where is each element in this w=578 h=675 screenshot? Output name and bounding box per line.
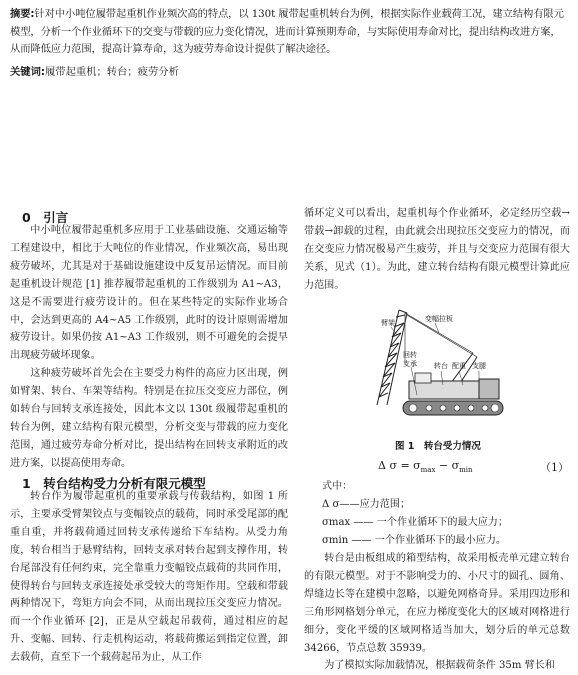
- paragraph: 为了模拟实际加载情况，根据载荷条件 35m 臂长和: [324, 660, 555, 672]
- abstract-label: 摘要:: [10, 8, 35, 20]
- definition-delta-sigma: Δ σ——应力范围；: [322, 499, 411, 510]
- label-bearing: 支承: [403, 360, 417, 368]
- keywords-text: 履带起重机；转台；疲劳分析: [45, 66, 179, 78]
- paragraph: 中小吨位履带起重机多应用于工业基础设施、交通运输等工程建设中，相比于大吨位的作业情况，作业频次高，易出现疲劳破坏，尤其是对于基础设施建设中反复吊运情况。而目前起重机设计规范 [1] 推荐履带起重机的工作级别为 A1~A3，这是不需要进行疲劳设计的。但在某些特定的实际作业场合中，会达到更高的 A4~A5 工作级别，此时的设计原则需增加疲劳设计。如果仍按 A1~A3 工作级别，则不可避免的会提早出现疲劳破坏现象。: [10, 225, 288, 362]
- label-turntable: 转台: [434, 362, 448, 370]
- formula-text: Δ $\sigma = \sigma_{max} - \sigma_{min}$: [378, 459, 473, 475]
- paragraph: 循环定义可以看出，起重机每个作业循环，必定经历空载→带载→卸载的过程，由此就会出现拉压交变应力的情况，而在交变应力情况极易产生疲劳，并且与交变应力范围有很大关系，见式（1）。为此，建立转台结构有限元模型计算此应力范围。: [304, 208, 570, 291]
- label-counterweight: 配重: [452, 362, 466, 370]
- keywords-label: 关键词:: [10, 66, 46, 78]
- label-slewing: 回转: [403, 351, 417, 359]
- counterweight-shape: [479, 379, 499, 399]
- definition-sigma-max: σmax —— 一个作业循环下的最大应力；: [322, 517, 508, 528]
- paragraph: 这种疲劳破坏首先会在主要受力构件的高应力区出现，例如臂架、转台、车架等结构。特别是在拉压交变应力部位，例如转台与回转支承连接处，因此本文以 130t 级履带起重机的转台为例，建立结构有限元模型，分析交变与带载的应力变化范围，通过疲劳寿命分析对比，提出结构在回转支承附近的改进方案，以提高使用寿命。: [10, 368, 288, 469]
- formula: [378, 459, 473, 474]
- figure-crane: [355, 305, 525, 430]
- keywords: [10, 63, 179, 78]
- right-column-top: [304, 205, 570, 295]
- label-outrigger: 支腿: [472, 362, 486, 370]
- paragraph: 转台作为履带起重机的重要承载与传载结构，如图 1 所示，主要承受臂架铰点与变幅铰点的载荷，同时承受尾部的配重自重，并将载荷通过回转支承传递给下车结构。从受力角度，转台相当于悬臂结构，回转支承对转台起到支撑作用，转台尾部没有任何约束，完全靠重力变幅铰点载荷的共同作用，使得转台与回转支承连接处承受较大的弯矩作用。空载和带载两种情况下，弯矩方向会不同，从而出现拉压交变应力情况。而一个作业循环 [2]，正是从空载起吊载荷，通过相应的起升、变幅、回转、行走机构运动，将载荷搬运到指定位置，卸去载荷，直至下一个载荷起吊为止，从工作: [10, 491, 288, 664]
- abstract: [10, 6, 570, 59]
- paragraph: 转台是由板组成的箱型结构，故采用板壳单元建立转台的有限元模型。对于不影响受力的、小尺寸的圆孔、圆角、焊缝边长等在建模中忽略，以避免网格奇异。采用四边形和三角形网格划分单元，在应力梯度变化大的区域对网格进行细分，变化平缓的区域网格适当加大，划分后的单元总数 34266，节点总数 35939。: [304, 553, 570, 654]
- turntable-shape: [409, 381, 479, 399]
- section-title-intro: 0 引言: [22, 210, 69, 225]
- figure-caption: 图 1 转台受力情况: [395, 441, 481, 452]
- abstract-text: 针对中小吨位履带起重机作业频次高的特点，以 130t 履带起重机转台为例，根据实际作业载荷工况，建立结构有限元模型，分析一个作业循环下的交变与带载的应力变化情况，进而计算预期寿命，与实际使用寿命对比，提出结构改进方案，从而降低应力范围，提高计算寿命，这为疲劳寿命设计提供了解决途径。: [10, 8, 564, 55]
- right-column-bottom: [304, 550, 570, 675]
- formula-lead: 式中：: [322, 481, 353, 492]
- definition-sigma-min: σmin —— 一个作业循环下的最小应力。: [322, 535, 507, 546]
- section-title-1: 1 转台结构受力分析有限元模型: [22, 476, 206, 491]
- formula-number: （1）: [540, 461, 569, 474]
- crane-illustration: [355, 305, 525, 430]
- label-stay-plate: 变幅拉板: [425, 315, 453, 323]
- left-column-intro: [10, 222, 288, 473]
- label-boom: 臂架: [381, 319, 395, 327]
- left-column-s1: [10, 488, 288, 667]
